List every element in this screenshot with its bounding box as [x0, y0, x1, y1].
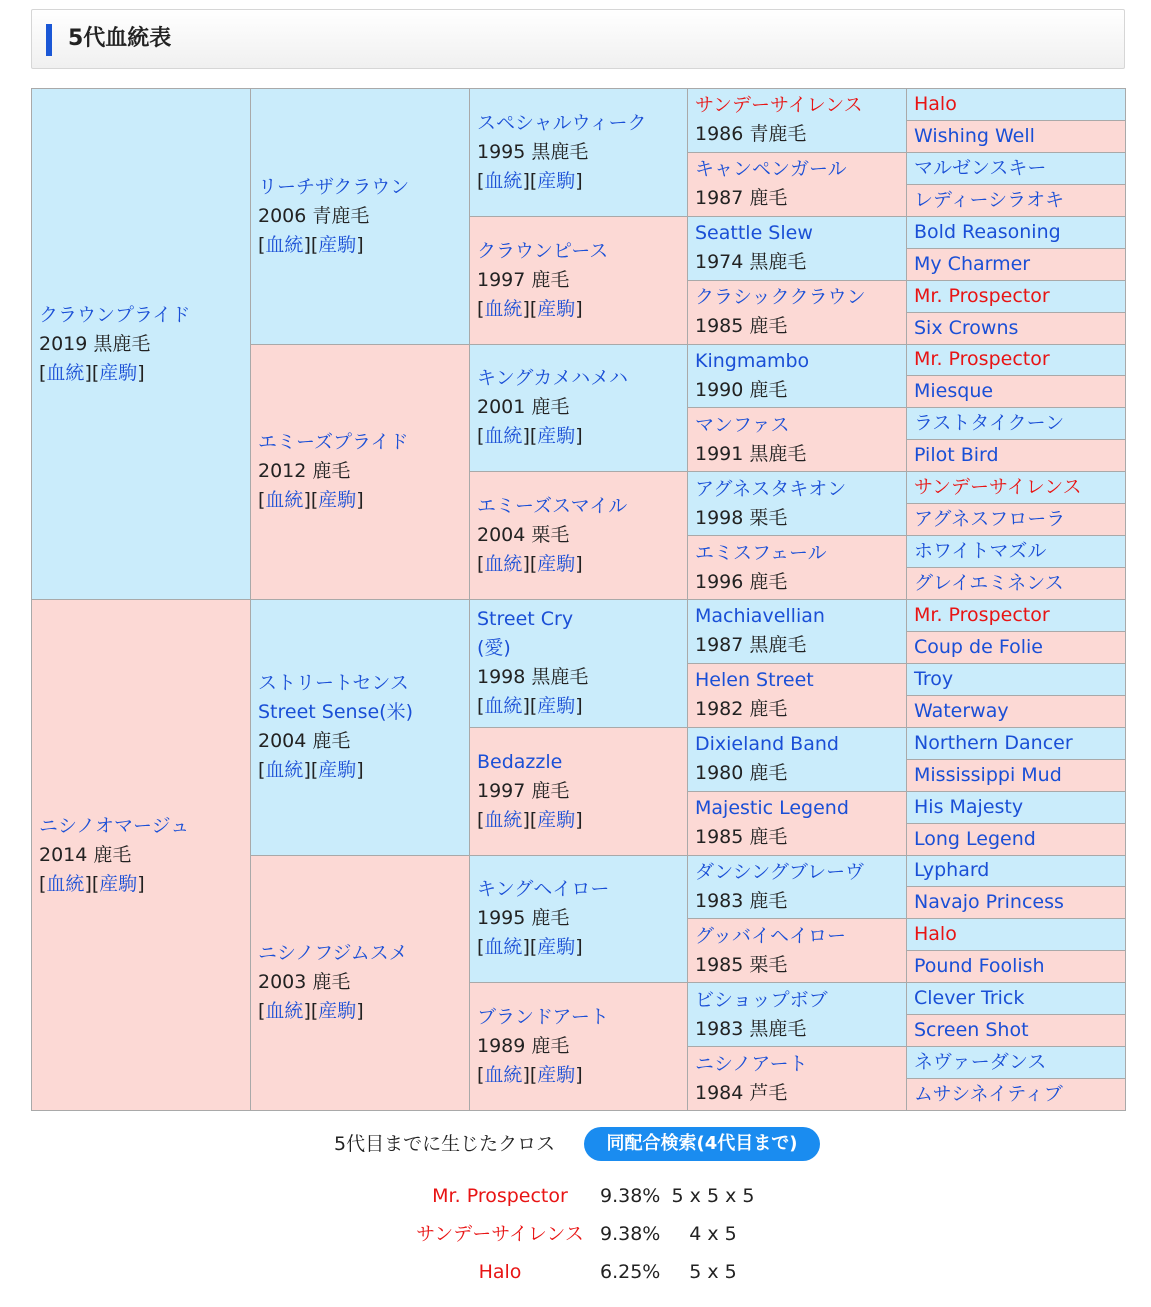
pedigree-cell-g5 — [907, 536, 1126, 568]
horse-links: [血統][産駒] — [258, 759, 364, 782]
pedigree-cell-g4 — [688, 791, 907, 855]
horse-name-link[interactable]: Bedazzle — [477, 750, 563, 773]
offspring-link[interactable]: 産駒 — [99, 361, 138, 384]
pedigree-cell-g5 — [907, 312, 1126, 344]
horse-name-link[interactable]: マルゼンスキー — [914, 156, 1047, 179]
horse-name-link[interactable]: ビショップボブ — [695, 988, 828, 1011]
horse-links: [血統][産駒] — [258, 233, 364, 256]
horse-year-color: 1995 鹿毛 — [477, 907, 570, 930]
offspring-link[interactable]: 産駒 — [537, 297, 576, 320]
horse-links: [血統][産駒] — [258, 489, 364, 512]
pedigree-cell-g2 — [251, 600, 470, 856]
horse-name-link[interactable]: Pilot Bird — [914, 444, 999, 467]
offspring-link[interactable]: 産駒 — [318, 489, 357, 512]
pedigree-cell-g4 — [688, 663, 907, 727]
horse-name-link[interactable]: グッバイヘイロー — [695, 924, 847, 947]
horse-name-link[interactable]: エミーズプライド — [258, 431, 409, 454]
horse-links: [血統][産駒] — [39, 361, 145, 384]
pedigree-row — [32, 600, 1126, 632]
pedigree-cell-g5 — [907, 791, 1126, 823]
horse-links: [血統][産駒] — [477, 425, 583, 448]
pedigree-cell-g5 — [907, 376, 1126, 408]
horse-name-link[interactable]: Kingmambo — [695, 349, 810, 372]
pedigree-cell-g5 — [907, 759, 1126, 791]
horse-name-link[interactable]: Pound Foolish — [914, 955, 1045, 978]
horse-name-link[interactable]: Machiavellian — [695, 605, 825, 628]
offspring-link[interactable]: 産駒 — [537, 695, 576, 718]
horse-name-link[interactable]: Troy — [914, 667, 954, 690]
horse-links: [血統][産駒] — [477, 553, 583, 576]
horse-links: [血統][産駒] — [477, 1064, 583, 1087]
cross-horse-link[interactable]: Mr. Prospector — [432, 1185, 568, 1207]
pedigree-cell-g4 — [688, 600, 907, 664]
pedigree-cell-g5 — [907, 663, 1126, 695]
horse-year-color: 1974 黒鹿毛 — [695, 251, 807, 274]
horse-name-link[interactable]: Coup de Folie — [914, 635, 1043, 658]
horse-name-link[interactable]: Majestic Legend — [695, 797, 849, 820]
horse-name-link[interactable]: ダンシングブレーヴ — [695, 860, 865, 883]
pedigree-cell-g5 — [907, 1079, 1126, 1111]
horse-year-color: 2003 鹿毛 — [258, 971, 351, 994]
pedigree-cell-g5 — [907, 855, 1126, 887]
pedigree-cell-g5 — [907, 568, 1126, 600]
pedigree-link[interactable]: 血統 — [265, 1000, 304, 1023]
pedigree-link[interactable]: 血統 — [265, 759, 304, 782]
horse-name-link[interactable]: Waterway — [914, 699, 1009, 722]
horse-links: [血統][産駒] — [477, 936, 583, 959]
horse-name-link[interactable]: Helen Street — [695, 669, 814, 692]
pedigree-cell-g5 — [907, 1015, 1126, 1047]
horse-name-link[interactable]: リーチザクラウン — [258, 175, 410, 198]
horse-name-link[interactable]: キングヘイロー — [477, 878, 610, 901]
horse-links: [血統][産駒] — [477, 169, 583, 192]
horse-name-link[interactable]: キングカメハメハ — [477, 367, 629, 390]
offspring-link[interactable]: 産駒 — [99, 872, 138, 895]
cross-generations: 5 x 5 — [689, 1261, 737, 1283]
horse-name-link[interactable]: Dixieland Band — [695, 733, 839, 756]
pedigree-cell-g1 — [32, 600, 251, 1111]
pedigree-cell-g4 — [688, 855, 907, 919]
pedigree-link[interactable]: 血統 — [484, 936, 523, 959]
same-mating-search-button[interactable]: 同配合検索(4代目まで) — [584, 1127, 820, 1161]
horse-year-color: 1990 鹿毛 — [695, 378, 788, 401]
pedigree-cell-g5 — [907, 408, 1126, 440]
pedigree-cell-g5 — [907, 887, 1126, 919]
pedigree-link[interactable]: 血統 — [46, 361, 85, 384]
horse-name-link[interactable]: クラウンピース — [477, 239, 609, 262]
horse-name-link[interactable]: クラシッククラウン — [695, 286, 866, 309]
horse-year-color: 1996 鹿毛 — [695, 570, 788, 593]
pedigree-cell-g5 — [907, 440, 1126, 472]
horse-year-color: 2001 鹿毛 — [477, 396, 570, 419]
pedigree-cell-g4 — [688, 983, 907, 1047]
horse-name-link[interactable]: スペシャルウィーク — [477, 111, 647, 134]
horse-name-link[interactable]: Halo — [914, 92, 957, 115]
pedigree-cell-g4 — [688, 280, 907, 344]
pedigree-cell-g4 — [688, 344, 907, 408]
cross-percentage: 6.25% — [600, 1261, 661, 1283]
horse-name-link[interactable]: Navajo Princess — [914, 891, 1064, 914]
horse-name-link[interactable]: Mississippi Mud — [914, 763, 1062, 786]
pedigree-cell-g3 — [470, 472, 688, 600]
pedigree-cell-g2 — [251, 344, 470, 600]
pedigree-cell-g4 — [688, 89, 907, 153]
horse-year-color: 1985 鹿毛 — [695, 315, 788, 338]
pedigree-cell-g5 — [907, 631, 1126, 663]
pedigree-cell-g5 — [907, 983, 1126, 1015]
horse-year-color: 1980 鹿毛 — [695, 762, 788, 785]
pedigree-cell-g4 — [688, 727, 907, 791]
horse-name-link[interactable]: サンデーサイレンス — [695, 94, 863, 117]
horse-year-color: 1989 鹿毛 — [477, 1035, 570, 1058]
horse-origin-link[interactable]: (愛) — [477, 637, 511, 660]
pedigree-cell-g4 — [688, 216, 907, 280]
pedigree-cell-g4 — [688, 408, 907, 472]
horse-year-color: 1998 黒鹿毛 — [477, 666, 589, 689]
cross-horse-link[interactable]: サンデーサイレンス — [416, 1223, 584, 1245]
pedigree-table — [31, 88, 1126, 1111]
offspring-link[interactable]: 産駒 — [537, 553, 576, 576]
pedigree-cell-g5 — [907, 1047, 1126, 1079]
pedigree-link[interactable]: 血統 — [265, 233, 304, 256]
horse-name-link[interactable]: ニシノフジムスメ — [258, 942, 408, 965]
horse-name-link[interactable]: アグネスフローラ — [914, 508, 1066, 531]
pedigree-cell-g5 — [907, 344, 1126, 376]
horse-name-link[interactable]: ラストタイクーン — [914, 412, 1065, 435]
pedigree-cell-g2 — [251, 89, 470, 345]
horse-year-color: 2012 鹿毛 — [258, 460, 351, 483]
horse-name-link[interactable]: His Majesty — [914, 795, 1024, 818]
horse-name-link[interactable]: Halo — [914, 923, 957, 946]
horse-year-color: 2004 鹿毛 — [258, 730, 351, 753]
horse-name-link[interactable]: Wishing Well — [914, 124, 1035, 147]
horse-name-link[interactable]: エミスフェール — [695, 541, 827, 564]
cross-row — [380, 1180, 800, 1212]
cross-percentage: 9.38% — [600, 1185, 661, 1207]
horse-year-color: 1984 芦毛 — [695, 1081, 788, 1104]
horse-name-link[interactable]: Long Legend — [914, 827, 1036, 850]
horse-links: [血統][産駒] — [477, 808, 583, 831]
horse-name-link[interactable]: ブランドアート — [477, 1006, 609, 1029]
horse-year-color: 1985 鹿毛 — [695, 826, 788, 849]
header-accent-bar — [46, 24, 52, 56]
pedigree-cell-g5 — [907, 152, 1126, 184]
pedigree-cell-g3 — [470, 216, 688, 344]
horse-name-link[interactable]: レディーシラオキ — [914, 188, 1065, 211]
pedigree-link[interactable]: 血統 — [484, 553, 523, 576]
horse-year-color: 1997 鹿毛 — [477, 779, 570, 802]
horse-year-color: 1991 黒鹿毛 — [695, 442, 807, 465]
pedigree-cell-g5 — [907, 695, 1126, 727]
horse-name-link[interactable]: Miesque — [914, 380, 994, 403]
horse-name-link[interactable]: Mr. Prospector — [914, 603, 1050, 626]
horse-name-link[interactable]: ムサシネイティブ — [914, 1083, 1063, 1106]
horse-name-link[interactable]: Bold Reasoning — [914, 220, 1061, 243]
cross-row — [380, 1256, 800, 1288]
cross-label: 5代目までに生じたクロス — [334, 1133, 556, 1155]
horse-name-link[interactable]: ストリートセンス — [258, 672, 409, 695]
horse-name-link[interactable]: Lyphard — [914, 859, 990, 882]
pedigree-cell-g5 — [907, 951, 1126, 983]
horse-year-color: 1997 鹿毛 — [477, 268, 570, 291]
offspring-link[interactable]: 産駒 — [537, 425, 576, 448]
pedigree-cell-g3 — [470, 89, 688, 217]
horse-year-color: 1983 黒鹿毛 — [695, 1017, 807, 1040]
pedigree-link[interactable]: 血統 — [484, 1064, 523, 1087]
pedigree-link[interactable]: 血統 — [46, 872, 85, 895]
horse-links: [血統][産駒] — [39, 872, 145, 895]
cross-generations: 4 x 5 — [689, 1223, 737, 1245]
section-header — [31, 9, 1125, 69]
pedigree-cell-g4 — [688, 152, 907, 216]
cross-row — [380, 1218, 800, 1250]
horse-name-link[interactable]: Mr. Prospector — [914, 284, 1050, 307]
pedigree-cell-g5 — [907, 216, 1126, 248]
cross-horse-link[interactable]: Halo — [478, 1261, 522, 1283]
horse-name-link[interactable]: ホワイトマズル — [914, 540, 1047, 563]
pedigree-cell-g5 — [907, 823, 1126, 855]
pedigree-cell-g1 — [32, 89, 251, 600]
cross-percentage: 9.38% — [600, 1223, 661, 1245]
horse-name-link[interactable]: キャンペンガール — [695, 158, 847, 181]
pedigree-cell-g5 — [907, 280, 1126, 312]
horse-name-link[interactable]: エミーズスマイル — [477, 495, 628, 518]
pedigree-link[interactable]: 血統 — [484, 425, 523, 448]
cross-generations: 5 x 5 x 5 — [671, 1185, 755, 1207]
pedigree-link[interactable]: 血統 — [484, 297, 523, 320]
pedigree-cell-g4 — [688, 536, 907, 600]
horse-name-link[interactable]: Seattle Slew — [695, 222, 813, 245]
horse-year-color: 1998 栗毛 — [695, 506, 788, 529]
horse-year-color: 1995 黒鹿毛 — [477, 140, 589, 163]
horse-name-link[interactable]: クラウンプライド — [39, 303, 191, 326]
horse-name-link[interactable]: Street Cry — [477, 608, 574, 631]
horse-name-link[interactable]: Clever Trick — [914, 987, 1025, 1010]
pedigree-cell-g5 — [907, 184, 1126, 216]
horse-year-color: 1985 栗毛 — [695, 953, 788, 976]
pedigree-cell-g5 — [907, 89, 1126, 121]
horse-name-link[interactable]: グレイエミネンス — [914, 572, 1064, 595]
offspring-link[interactable]: 産駒 — [537, 808, 576, 831]
pedigree-cell-g5 — [907, 919, 1126, 951]
pedigree-link[interactable]: 血統 — [484, 169, 523, 192]
pedigree-cell-g3 — [470, 727, 688, 855]
pedigree-cell-g5 — [907, 504, 1126, 536]
horse-links: [血統][産駒] — [258, 1000, 364, 1023]
pedigree-cell-g5 — [907, 472, 1126, 504]
horse-year-color: 2014 鹿毛 — [39, 843, 132, 866]
horse-name-link[interactable]: Screen Shot — [914, 1019, 1029, 1042]
horse-name-link[interactable]: ネヴァーダンス — [914, 1051, 1047, 1074]
pedigree-cell-g3 — [470, 344, 688, 472]
page-title: 5代血統表 — [68, 26, 172, 51]
pedigree-cell-g3 — [470, 600, 688, 728]
pedigree-cell-g4 — [688, 919, 907, 983]
horse-name-link[interactable]: マンファス — [695, 413, 790, 436]
horse-links: [血統][産駒] — [477, 695, 583, 718]
horse-name-link[interactable]: Northern Dancer — [914, 731, 1073, 754]
pedigree-row — [32, 89, 1126, 121]
pedigree-cell-g5 — [907, 600, 1126, 632]
horse-year-color: 1987 鹿毛 — [695, 187, 788, 210]
offspring-link[interactable]: 産駒 — [318, 1000, 357, 1023]
horse-name-link[interactable]: サンデーサイレンス — [914, 476, 1082, 499]
horse-name-link[interactable]: アグネスタキオン — [695, 477, 847, 500]
horse-links: [血統][産駒] — [477, 297, 583, 320]
horse-name-link[interactable]: Mr. Prospector — [914, 348, 1050, 371]
horse-year-color: 2004 栗毛 — [477, 524, 570, 547]
offspring-link[interactable]: 産駒 — [318, 759, 357, 782]
pedigree-cell-g5 — [907, 248, 1126, 280]
pedigree-link[interactable]: 血統 — [484, 695, 523, 718]
pedigree-link[interactable]: 血統 — [265, 489, 304, 512]
pedigree-cell-g3 — [470, 855, 688, 983]
horse-year-color: 2006 青鹿毛 — [258, 204, 370, 227]
offspring-link[interactable]: 産駒 — [537, 169, 576, 192]
pedigree-cell-g3 — [470, 983, 688, 1111]
offspring-link[interactable]: 産駒 — [537, 1064, 576, 1087]
horse-year-color: 2019 黒鹿毛 — [39, 332, 151, 355]
horse-year-color: 1982 鹿毛 — [695, 698, 788, 721]
offspring-link[interactable]: 産駒 — [537, 936, 576, 959]
pedigree-cell-g5 — [907, 120, 1126, 152]
horse-name-link[interactable]: ニシノアート — [695, 1052, 808, 1075]
pedigree-link[interactable]: 血統 — [484, 808, 523, 831]
horse-year-color: 1983 鹿毛 — [695, 889, 788, 912]
horse-year-color: 1987 黒鹿毛 — [695, 634, 807, 657]
offspring-link[interactable]: 産駒 — [318, 233, 357, 256]
horse-name-link[interactable]: Six Crowns — [914, 316, 1019, 339]
horse-name-link[interactable]: My Charmer — [914, 252, 1031, 275]
horse-year-color: 1986 青鹿毛 — [695, 123, 807, 146]
horse-origin-link[interactable]: Street Sense(米) — [258, 701, 413, 724]
pedigree-cell-g4 — [688, 1047, 907, 1111]
pedigree-cell-g2 — [251, 855, 470, 1111]
horse-name-link[interactable]: ニシノオマージュ — [39, 814, 190, 837]
pedigree-cell-g4 — [688, 472, 907, 536]
pedigree-cell-g5 — [907, 727, 1126, 759]
